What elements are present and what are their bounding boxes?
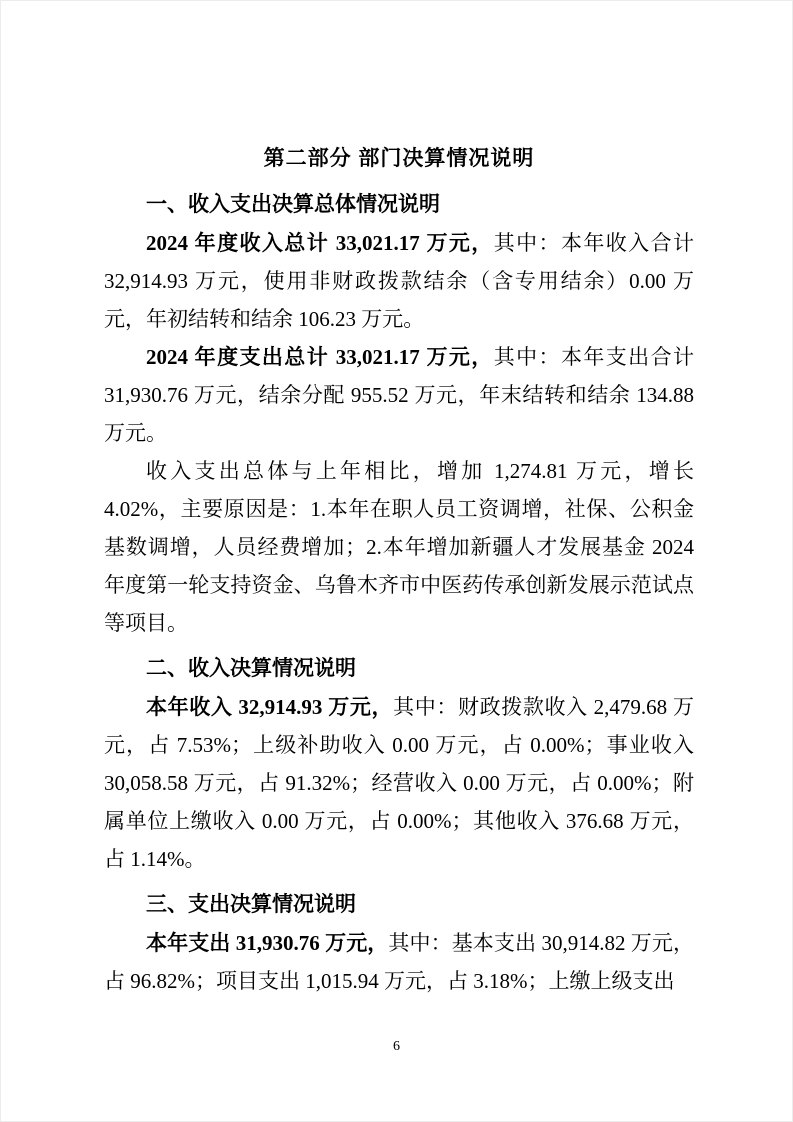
paragraph-body-text: 其中：本年收入合计 32,914.93 万元，使用非财政拨款结余（含专用结余）0.00 万元，年初结转和结余 106.23 万元。 [104,231,695,331]
paragraph-body-text: 其中：基本支出 30,914.82 万元，占 96.82%；项目支出 1,015.94 万元，占 3.18%；上缴上级支出 [104,931,695,993]
paragraph-lead-bold: 本年收入 32,914.93 万元， [146,695,394,719]
document-content [104,146,694,1000]
heading-income-details: 二、收入决算情况说明 [146,657,356,680]
page-title: 第二部分 部门决算情况说明 [263,147,535,170]
paragraph-total-income [104,224,694,338]
page-number: 6 [393,1039,400,1054]
paragraph-body-text: 收入支出总体与上年相比，增加 1,274.81 万元，增长 4.02%，主要原因是：1.本年在职人员工资调增，社保、公积金基数调增，人员经费增加；2.本年增加新疆人才发展基金 2024 年度第一轮支持资金、乌鲁木齐市中医药传承创新发展示范试点等项目。 [104,459,694,635]
paragraph-income-breakdown [104,688,694,878]
paragraph-expense-breakdown [104,924,694,1000]
heading-overall-income-expense: 一、收入支出决算总体情况说明 [146,193,440,216]
paragraph-lead-bold: 本年支出 31,930.76 万元， [146,931,389,955]
heading-expense-details: 三、支出决算情况说明 [146,893,356,916]
paragraph-total-expense [104,338,694,452]
paragraph-body-text: 其中：财政拨款收入 2,479.68 万元，占 7.53%；上级补助收入 0.00 万元，占 0.00%；事业收入 30,058.58 万元，占 91.32%；经营收入 0.00 万元，占 0.00%；附属单位上缴收入 0.00 万元，占 0.00%；其他收入 376.68 万元，占 1.14%。 [104,695,694,871]
paragraph-lead-bold: 2024 年度支出总计 33,021.17 万元， [146,345,494,369]
paragraph-lead-bold: 2024 年度收入总计 33,021.17 万元， [146,231,494,255]
paragraph-year-comparison [104,452,694,642]
paragraph-body-text: 其中：本年支出合计 31,930.76 万元，结余分配 955.52 万元，年末结转和结余 134.88 万元。 [104,345,695,445]
